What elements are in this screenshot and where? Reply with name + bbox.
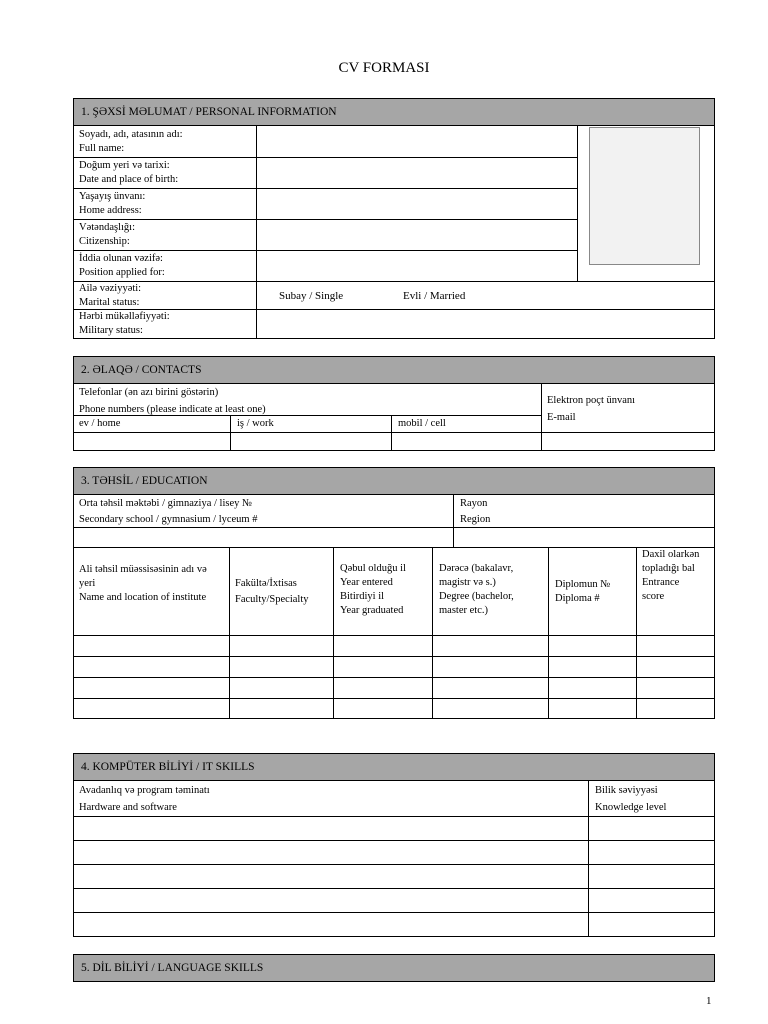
secondary-school-label: Orta təhsil məktəbi / gimnaziya / lisey № Secondary school / gymnasium / lyceum #	[79, 498, 258, 525]
phones-label: Telefonlar (ən azı birini göstərin) Phone numbers (please indicate at least one)	[79, 387, 266, 415]
form-title: CV FORMASI	[338, 60, 430, 76]
section-education-title: 3. TƏHSİL / EDUCATION	[81, 475, 208, 487]
edu-col-institute: Ali təhsil müəssisəsinin adı və yeri Name and location of institute	[79, 564, 207, 603]
birth-field[interactable]	[257, 158, 576, 187]
personal-row-label: Doğum yeri və tarixi: Date and place of birth:	[79, 160, 179, 185]
home-phone-field[interactable]	[74, 433, 229, 450]
section-language-title: 5. DİL BİLİYİ / LANGUAGE SKILLS	[81, 962, 264, 974]
section-language-header	[73, 954, 715, 982]
personal-row-label: Soyadı, adı, atasının adı: Full name:	[79, 129, 183, 154]
personal-row-label: Vətəndaşlığı: Citizenship:	[79, 222, 135, 247]
photo-placeholder[interactable]	[589, 127, 700, 265]
hardware-software-label: Avadanlıq və program təminatı Hardware and software	[79, 785, 210, 813]
page-number: 1	[706, 995, 712, 1007]
region-label: Rayon Region	[460, 498, 491, 525]
edu-col-years: Qəbul olduğu il Year entered Bitirdiyi il Year graduated	[340, 563, 406, 616]
marital-single-option[interactable]: Subay / Single	[279, 290, 344, 302]
edu-col-score: Daxil olarkən topladığı bal Entrance score	[642, 549, 700, 602]
section-it-title: 4. KOMPÜTER BİLİYİ / IT SKILLS	[81, 761, 255, 773]
address-field[interactable]	[257, 189, 576, 218]
personal-row-label: Hərbi mükəlləfiyyəti: Military status:	[79, 311, 170, 336]
edu-col-diploma: Diplomun № Diploma #	[555, 579, 611, 604]
full-name-field[interactable]	[257, 127, 576, 156]
home-phone-label: ev / home	[79, 418, 121, 429]
work-phone-field[interactable]	[231, 433, 390, 450]
section-personal-header	[73, 98, 715, 126]
personal-row-label: Yaşayış ünvanı: Home address:	[79, 191, 146, 216]
region-field[interactable]	[454, 528, 714, 546]
personal-row-label: Ailə vəziyyəti: Marital status:	[79, 283, 142, 308]
military-field[interactable]	[257, 310, 714, 338]
mobile-phone-label: mobil / cell	[398, 418, 446, 429]
section-personal-title: 1. ŞƏXSİ MƏLUMAT / PERSONAL INFORMATION	[81, 106, 337, 118]
edu-col-faculty: Fakültə/İxtisas Faculty/Specialty	[235, 578, 309, 605]
knowledge-level-label: Bilik səviyyəsi Knowledge level	[595, 785, 667, 813]
work-phone-label: iş / work	[237, 418, 274, 429]
mobile-phone-field[interactable]	[392, 433, 541, 450]
marital-married-option[interactable]: Evli / Married	[403, 290, 466, 302]
secondary-school-field[interactable]	[74, 528, 452, 546]
email-field[interactable]	[542, 433, 714, 450]
position-field[interactable]	[257, 251, 576, 280]
personal-row-label: İddia olunan vəzifə: Position applied for:	[79, 253, 165, 278]
section-contacts-header	[73, 356, 715, 384]
section-it-header	[73, 753, 715, 781]
edu-col-degree: Dərəcə (bakalavr, magistr və s.) Degree (bachelor, master etc.)	[439, 563, 514, 616]
email-label: Elektron poçt ünvanı E-mail	[547, 395, 636, 423]
section-contacts-title: 2. ƏLAQƏ / CONTACTS	[81, 364, 202, 376]
section-education-header	[73, 467, 715, 495]
citizenship-field[interactable]	[257, 220, 576, 249]
